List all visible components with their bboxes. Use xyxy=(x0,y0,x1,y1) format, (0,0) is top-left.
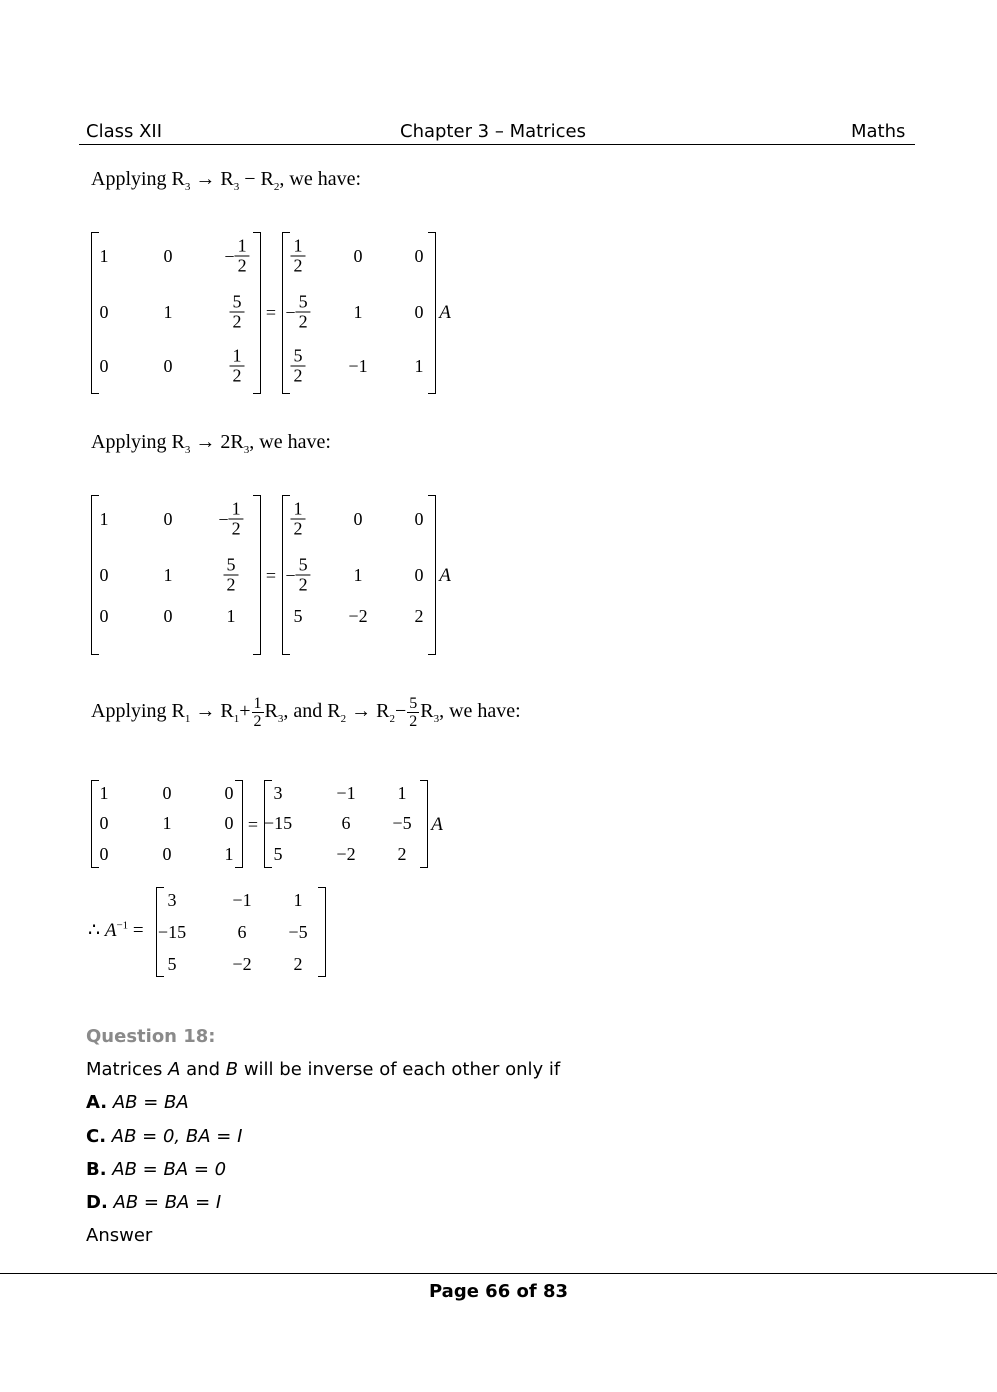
matrix-entry: 5 2 xyxy=(291,347,306,386)
matrix-left-3 xyxy=(91,780,243,868)
matrix-entry: 5 2 xyxy=(224,556,239,595)
header-class: Class XII xyxy=(86,121,163,142)
matrix-entry: −1 xyxy=(336,783,356,803)
matrix-entry: 5 xyxy=(273,844,283,864)
matrix-entry: −5 xyxy=(288,922,308,942)
matrix-entry: −2 xyxy=(232,954,252,974)
question-text: Matrices A and B will be inverse of each other only if xyxy=(86,1059,561,1080)
matrix-entry: 6 xyxy=(237,922,247,942)
matrix-entry: −15 xyxy=(263,813,293,833)
matrix-entry: 1 xyxy=(353,565,363,585)
matrix-entry: 0 xyxy=(353,509,363,529)
matrix-entry: 0 xyxy=(162,783,172,803)
matrix-entry: 0 xyxy=(414,302,424,322)
matrix-entry: 0 xyxy=(224,813,234,833)
fraction-one-half: $\frac{1}{2}$ xyxy=(253,695,262,730)
matrix-entry: − $\frac{1}{2}$ xyxy=(224,237,249,276)
matrix-entry: 0 xyxy=(414,246,424,266)
matrix-entry: 1 xyxy=(163,565,173,585)
matrix-entry: 1 xyxy=(397,783,407,803)
matrix-entry: 6 xyxy=(341,813,351,833)
matrix-entry: −1 xyxy=(348,356,368,376)
matrix-entry: 2 xyxy=(414,606,424,626)
matrix-A-symbol: A xyxy=(439,565,451,586)
matrix-entry: 2 xyxy=(397,844,407,864)
header-chapter: Chapter 3 – Matrices xyxy=(400,121,586,142)
equals-sign: = xyxy=(247,814,259,835)
matrix-entry: 1 xyxy=(226,606,236,626)
matrix-A-symbol: A xyxy=(431,814,443,835)
matrix-entry: 0 xyxy=(99,565,109,585)
matrix-entry: 5 xyxy=(293,606,303,626)
matrix-entry: 1 xyxy=(163,302,173,322)
matrix-entry: 2 xyxy=(293,954,303,974)
matrix-left-2 xyxy=(91,495,261,655)
inverse-matrix xyxy=(156,887,326,977)
matrix-entry: 1 xyxy=(414,356,424,376)
matrix-entry: 0 xyxy=(163,509,173,529)
matrix-entry: 1 xyxy=(353,302,363,322)
matrix-A-symbol: A xyxy=(439,302,451,323)
answer-label: Answer xyxy=(86,1225,153,1246)
matrix-entry: 0 xyxy=(163,356,173,376)
matrix-entry: −1 xyxy=(232,890,252,910)
matrix-entry: −5 xyxy=(392,813,412,833)
fraction-five-halves: $\frac{5}{2}$ xyxy=(409,695,418,730)
matrix-entry: −15 xyxy=(157,922,187,942)
step-text-2: Applying $R_3 \to 2R_3$, we have: xyxy=(91,431,331,456)
option-b: B. AB = BA = 0 xyxy=(86,1159,227,1180)
matrix-entry: 1 xyxy=(99,509,109,529)
page-number: Page 66 of 83 xyxy=(428,1281,569,1302)
footer-divider xyxy=(0,1273,997,1274)
inverse-label: ∴ $A^{-1}$ = xyxy=(88,919,144,941)
matrix-entry: 5 2 xyxy=(230,293,245,332)
matrix-entry: −2 xyxy=(336,844,356,864)
matrix-entry: 1 xyxy=(293,890,303,910)
header-divider xyxy=(79,144,915,145)
matrix-entry: 0 xyxy=(163,246,173,266)
matrix-entry: 0 xyxy=(163,606,173,626)
equals-sign: = xyxy=(265,302,277,323)
matrix-entry: 1 2 xyxy=(291,237,306,276)
matrix-entry: 1 xyxy=(162,813,172,833)
matrix-right-3 xyxy=(264,780,428,868)
matrix-entry: 0 xyxy=(162,844,172,864)
matrix-entry: 3 xyxy=(167,890,177,910)
option-c: C. AB = 0, BA = I xyxy=(86,1126,243,1147)
matrix-right-2 xyxy=(282,495,436,655)
matrix-entry: 1 xyxy=(99,246,109,266)
matrix-entry: − $\frac{1}{2}$ xyxy=(218,500,243,539)
matrix-entry: 1 2 xyxy=(291,500,306,539)
matrix-entry: 0 xyxy=(353,246,363,266)
option-a: A. AB = BA xyxy=(86,1092,189,1113)
matrix-entry: − $\frac{5}{2}$ xyxy=(285,293,310,332)
step-text-3: Applying $R_1 \to R_1+$ $\frac{1}{2}$ $R_3$, and $R_2 \to R_2-$ $\frac{5}{2}$ $R_3$, we have: xyxy=(91,695,521,730)
matrix-entry: 1 xyxy=(99,783,109,803)
matrix-entry: 0 xyxy=(414,509,424,529)
matrix-entry: 0 xyxy=(99,844,109,864)
matrix-entry: 0 xyxy=(99,606,109,626)
question-title: Question 18: xyxy=(86,1026,216,1047)
matrix-entry: 3 xyxy=(273,783,283,803)
matrix-entry: 1 xyxy=(224,844,234,864)
matrix-right-1 xyxy=(282,232,436,394)
matrix-entry: − $\frac{5}{2}$ xyxy=(285,556,310,595)
matrix-entry: 0 xyxy=(99,356,109,376)
option-d: D. AB = BA = I xyxy=(86,1192,222,1213)
equals-sign: = xyxy=(265,565,277,586)
matrix-entry: 0 xyxy=(99,813,109,833)
matrix-entry: 0 xyxy=(99,302,109,322)
matrix-entry: −2 xyxy=(348,606,368,626)
matrix-entry: 5 xyxy=(167,954,177,974)
matrix-entry: 0 xyxy=(414,565,424,585)
matrix-left-1 xyxy=(91,232,261,394)
step-text-1: Applying $R_3 \to R_3 - R_2$, we have: xyxy=(91,168,362,193)
matrix-entry: 0 xyxy=(224,783,234,803)
matrix-entry: 1 2 xyxy=(230,347,245,386)
header-subject: Maths xyxy=(851,121,906,142)
